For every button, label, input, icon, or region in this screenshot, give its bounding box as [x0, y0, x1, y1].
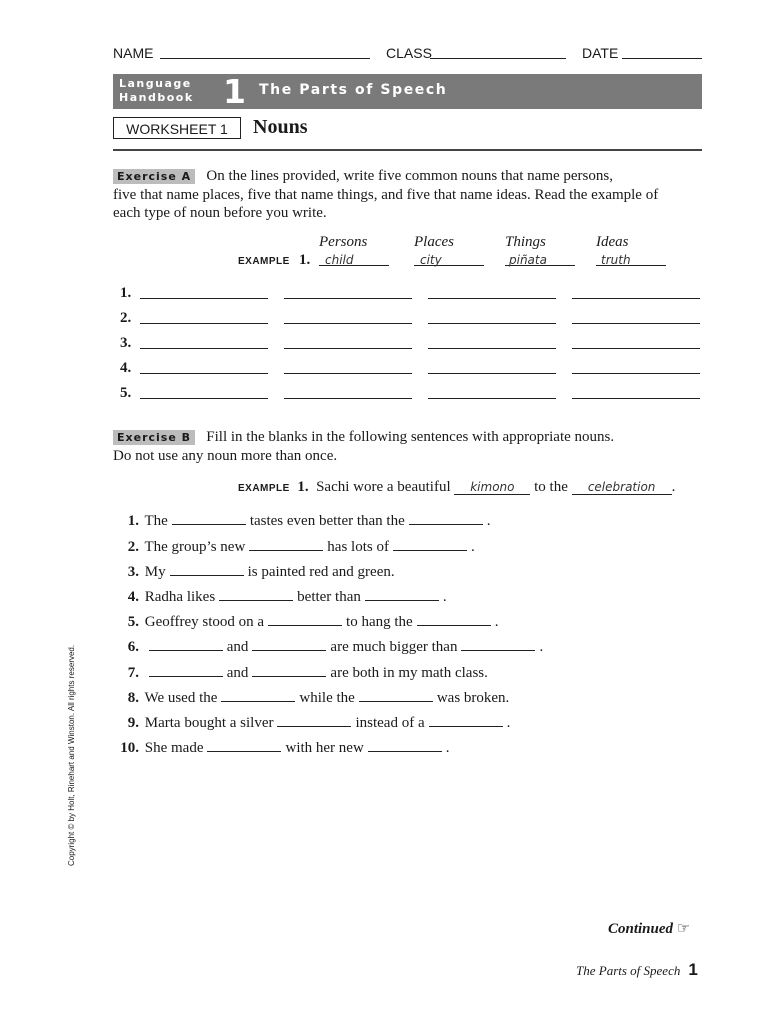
- sentence-2: 2. The group’s new has lots of .: [127, 539, 475, 555]
- exercise-b-line2: Do not use any noun more than once.: [113, 448, 338, 464]
- column-things: Things: [505, 234, 546, 250]
- title-rule: [113, 149, 702, 151]
- row-number-5: 5.: [120, 385, 132, 401]
- blank-input[interactable]: [172, 511, 246, 525]
- blank-input[interactable]: [365, 587, 439, 601]
- row3-things-input[interactable]: [428, 348, 556, 349]
- row2-persons-input[interactable]: [140, 323, 268, 324]
- blank-input[interactable]: [461, 637, 535, 651]
- example-label: EXAMPLE: [238, 256, 290, 267]
- row2-places-input[interactable]: [284, 323, 412, 324]
- row1-ideas-input[interactable]: [572, 298, 700, 299]
- sentence-6: 6. and are much bigger than .: [127, 639, 544, 655]
- blank-input[interactable]: [268, 612, 342, 626]
- chapter-banner: [113, 74, 702, 109]
- exercise-b-example-number: 1.: [297, 479, 309, 495]
- example-text-2: to the: [534, 479, 568, 495]
- blank-input[interactable]: [417, 612, 491, 626]
- exercise-b-example: [238, 479, 675, 496]
- blank-input[interactable]: [368, 738, 442, 752]
- name-field[interactable]: [160, 58, 370, 59]
- row1-places-input[interactable]: [284, 298, 412, 299]
- sentence-10: 10. She made with her new .: [120, 740, 450, 756]
- row5-things-input[interactable]: [428, 398, 556, 399]
- exercise-a-line1: On the lines provided, write five common nouns that name persons,: [206, 168, 613, 184]
- blank-input[interactable]: [221, 688, 295, 702]
- class-label: CLASS: [386, 45, 432, 61]
- blank-input[interactable]: [359, 688, 433, 702]
- sentence-4: 4. Radha likes better than .: [127, 589, 447, 605]
- example-answer-2: celebration: [572, 480, 672, 495]
- row3-persons-input[interactable]: [140, 348, 268, 349]
- footer-section-title: The Parts of Speech: [576, 963, 681, 978]
- example-answer-1: kimono: [454, 480, 530, 495]
- example-text-end: .: [671, 479, 676, 495]
- sentence-3: 3. My is painted red and green.: [127, 564, 395, 580]
- sentence-9: 9. Marta bought a silver instead of a .: [127, 715, 511, 731]
- page-number: 1: [688, 960, 698, 979]
- chapter-number: 1: [223, 72, 246, 111]
- row3-ideas-input[interactable]: [572, 348, 700, 349]
- row-number-4: 4.: [120, 360, 132, 376]
- name-label: NAME: [113, 45, 154, 61]
- class-field[interactable]: [430, 58, 566, 59]
- column-persons: Persons: [319, 234, 368, 250]
- example-text-1: Sachi wore a beautiful: [316, 479, 451, 495]
- row4-ideas-input[interactable]: [572, 373, 700, 374]
- blank-input[interactable]: [149, 663, 223, 677]
- row2-ideas-input[interactable]: [572, 323, 700, 324]
- column-ideas: Ideas: [596, 234, 629, 250]
- row5-ideas-input[interactable]: [572, 398, 700, 399]
- sentence-1: 1. The tastes even better than the .: [127, 513, 491, 529]
- exercise-a-line2: five that name places, five that name things, and five that name ideas. Read the example of: [113, 187, 659, 203]
- example-number: 1.: [299, 252, 311, 268]
- row-number-2: 2.: [120, 310, 132, 326]
- exercise-b-line1: Fill in the blanks in the following sentences with appropriate nouns.: [206, 429, 615, 445]
- exercise-b-instructions: [113, 428, 703, 465]
- exercise-a-line3: each type of noun before you write.: [113, 205, 327, 221]
- row3-places-input[interactable]: [284, 348, 412, 349]
- exercise-b-label: Exercise B: [113, 430, 195, 445]
- worksheet-title: Nouns: [253, 116, 308, 138]
- continued-text: Continued: [608, 921, 674, 937]
- row5-persons-input[interactable]: [140, 398, 268, 399]
- continued-note: [608, 919, 690, 938]
- blank-input[interactable]: [252, 637, 326, 651]
- exercise-a-label: Exercise A: [113, 169, 195, 184]
- row-number-1: 1.: [120, 285, 132, 301]
- exercise-b-example-label: EXAMPLE: [238, 483, 290, 494]
- page-footer: [576, 960, 698, 980]
- banner-handbook-label: [119, 77, 194, 105]
- row5-places-input[interactable]: [284, 398, 412, 399]
- sentence-8: 8. We used the while the was broken.: [127, 690, 510, 706]
- example-answer-places: city: [420, 253, 442, 267]
- blank-input[interactable]: [219, 587, 293, 601]
- row4-things-input[interactable]: [428, 373, 556, 374]
- blank-input[interactable]: [149, 637, 223, 651]
- row4-persons-input[interactable]: [140, 373, 268, 374]
- banner-line1: Language: [119, 77, 192, 90]
- blank-input[interactable]: [252, 663, 326, 677]
- row-number-3: 3.: [120, 335, 132, 351]
- date-field[interactable]: [622, 58, 702, 59]
- row4-places-input[interactable]: [284, 373, 412, 374]
- blank-input[interactable]: [249, 537, 323, 551]
- exercise-a-instructions: [113, 167, 703, 222]
- blank-input[interactable]: [393, 537, 467, 551]
- banner-line2: Handbook: [119, 91, 194, 104]
- worksheet-label: WORKSHEET 1: [113, 117, 241, 139]
- chapter-title: The Parts of Speech: [259, 82, 448, 98]
- column-places: Places: [414, 234, 454, 250]
- example-answer-persons: child: [325, 253, 354, 267]
- row1-persons-input[interactable]: [140, 298, 268, 299]
- row1-things-input[interactable]: [428, 298, 556, 299]
- sentence-5: 5. Geoffrey stood on a to hang the .: [127, 614, 499, 630]
- date-label: DATE: [582, 45, 619, 61]
- example-answer-ideas: truth: [601, 253, 631, 267]
- sentence-7: 7. and are both in my math class.: [127, 665, 488, 681]
- blank-input[interactable]: [170, 562, 244, 576]
- blank-input[interactable]: [207, 738, 281, 752]
- pointing-hand-icon: ☞: [676, 919, 691, 937]
- example-answer-things: piñata: [509, 253, 547, 267]
- blank-input[interactable]: [277, 713, 351, 727]
- blank-input[interactable]: [409, 511, 483, 525]
- row2-things-input[interactable]: [428, 323, 556, 324]
- copyright-notice: Copyright © by Holt, Rinehart and Winston. All rights reserved.: [67, 644, 76, 866]
- blank-input[interactable]: [429, 713, 503, 727]
